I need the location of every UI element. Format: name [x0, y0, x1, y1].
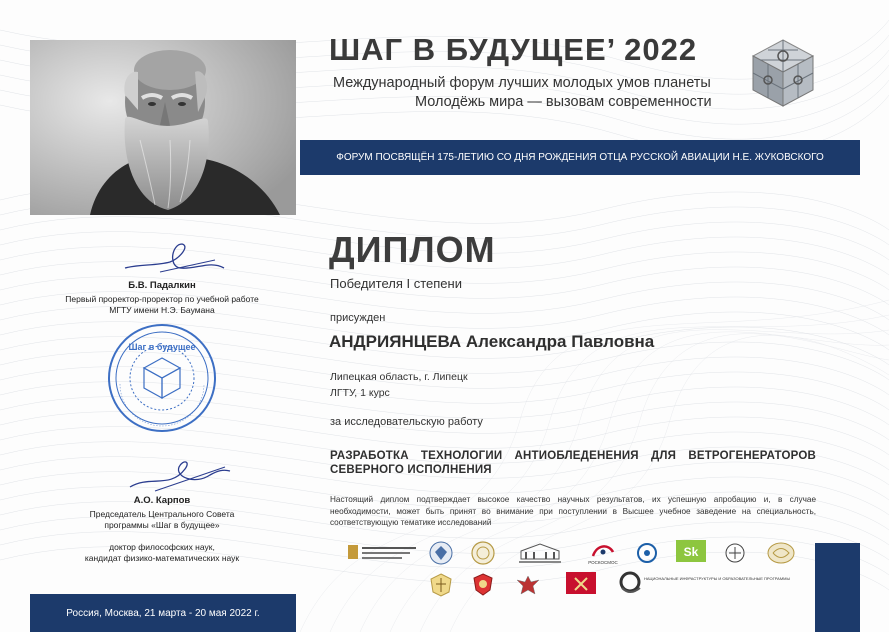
- portrait-photo: [30, 40, 296, 215]
- partner-fund-logo: [348, 541, 418, 565]
- signer-1-role-line1: Первый проректор-проректор по учебной работе: [65, 294, 259, 304]
- dedication-banner-text: ФОРУМ ПОСВЯЩЁН 175-ЛЕТИЮ СО ДНЯ РОЖДЕНИЯ ОТЦА РУССКОЙ АВИАЦИИ Н.Е. ЖУКОВСКОГО: [336, 152, 824, 163]
- forum-subtitle-line2: Молодёжь мира — вызовам современности: [415, 94, 712, 110]
- signature-2: [125, 455, 235, 495]
- skolkovo-label: Sk: [683, 545, 699, 559]
- diploma-note: Настоящий диплом подтверждает высокое качество научных результатов, их успешную апробацию и, в случае необходимости, может быть принят во внимание при поступлении в Высшее учебное заведение на специальность, соответствующую тематике исследований: [330, 495, 816, 527]
- signer-2-role-line3: доктор философских наук,: [109, 542, 215, 552]
- signer-2-role-line4: кандидат физико-математических наук: [84, 553, 240, 563]
- partner-red-flag-logo: [566, 572, 596, 596]
- work-title: РАЗРАБОТКА ТЕХНОЛОГИИ АНТИОБЛЕДЕНЕНИЯ ДЛЯ ВЕТРОГЕНЕРАТОРОВ СЕВЕРНОГО ИСПОЛНЕНИЯ: [330, 450, 816, 476]
- partner-roscosmos-logo: [583, 540, 623, 566]
- partner-monogram-logo: [722, 542, 748, 564]
- for-work-label: за исследовательскую работу: [330, 416, 483, 428]
- dedication-banner: [300, 140, 860, 175]
- recipient-name: АНДРИЯНЦЕВА Александра Павловна: [329, 332, 655, 351]
- signer-2-role-line2: программы «Шаг в будущее»: [104, 520, 220, 530]
- footer-place-date: Россия, Москва, 21 марта - 20 мая 2022 г.: [66, 608, 260, 619]
- partner-rosatom-logo: [636, 542, 658, 564]
- awarded-label: присужден: [330, 312, 386, 324]
- forum-cube-logo: [750, 38, 816, 108]
- recipient-university: ЛГТУ, 1 курс: [330, 387, 390, 399]
- partner-emblem-logo: [428, 540, 454, 566]
- partner-skolkovo-logo: [676, 540, 706, 566]
- footer-bar: [30, 594, 296, 632]
- partner-museum-logo: [515, 541, 565, 565]
- signer-1-role-line2: МГТУ имени Н.Э. Баумана: [109, 305, 215, 315]
- signer-1-name: Б.В. Падалкин: [128, 280, 196, 291]
- partner-crest-logo: [470, 572, 496, 598]
- forum-subtitle-line1: Международный форум лучших молодых умов планеты: [333, 75, 711, 91]
- stamp-inner-text: Шаг в будущее: [128, 342, 196, 352]
- partner-eagle-logo: [515, 572, 541, 598]
- partner-laurel-logo: [765, 540, 797, 566]
- partner-circle-logo: [470, 540, 496, 566]
- national-infrastructure-label: НАЦИОНАЛЬНЫЕ ИНФРАСТРУКТУРЫ И ОБРАЗОВАТЕЛЬНЫЕ ПРОГРАММЫ: [644, 576, 791, 581]
- signer-2-role-line1: Председатель Центрального Совета: [89, 509, 235, 519]
- forum-title: ШАГ В БУДУЩЕЕ’ 2022: [329, 32, 698, 67]
- diploma-heading: ДИПЛОМ: [329, 229, 496, 270]
- recipient-region: Липецкая область, г. Липецк: [330, 371, 468, 383]
- signature-1: [120, 238, 230, 278]
- roscosmos-label: РОСКОСМОС: [588, 560, 618, 565]
- partner-coat-of-arms-logo: [428, 572, 454, 598]
- corner-block: [815, 543, 860, 632]
- official-stamp: [106, 322, 218, 434]
- partner-national-infrastructure-logo: [618, 570, 791, 598]
- signer-2-name: А.О. Карпов: [133, 495, 191, 506]
- diploma-degree: Победителя I степени: [330, 276, 462, 291]
